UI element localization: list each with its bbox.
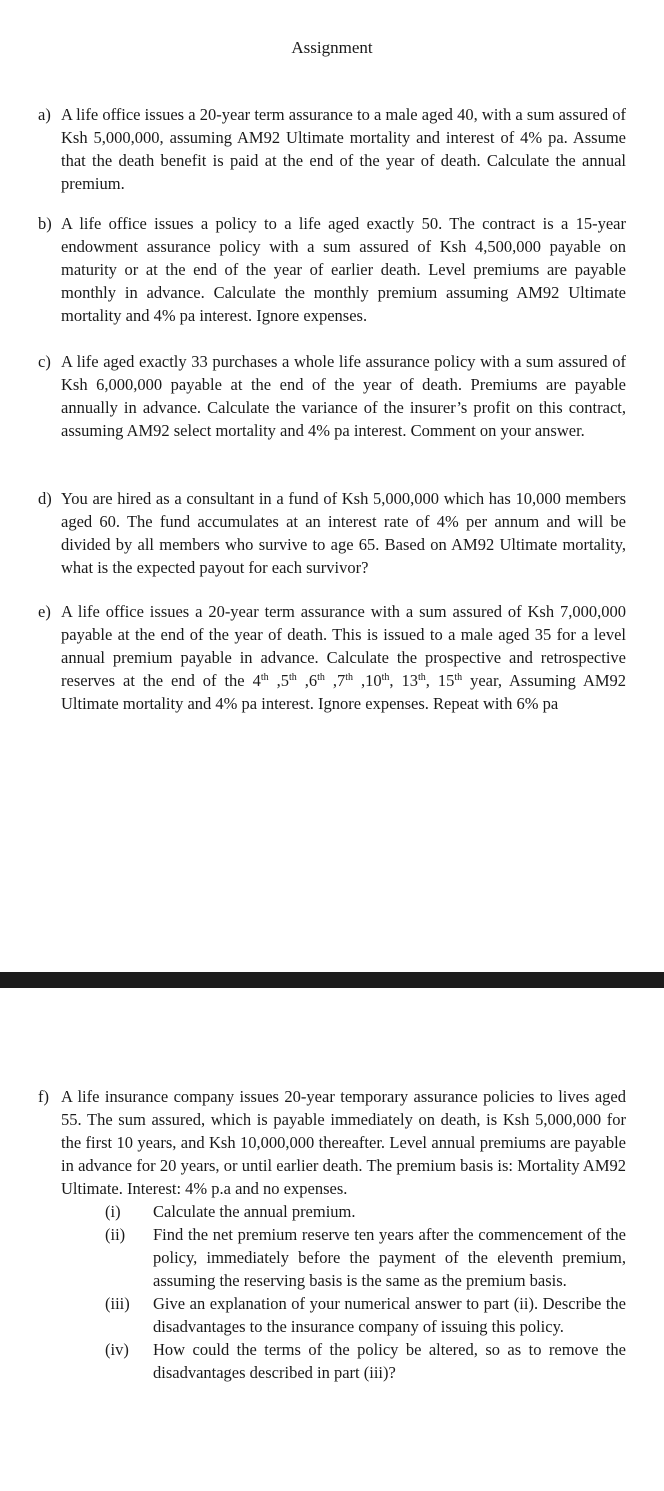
- question-label: d): [38, 489, 52, 508]
- subquestion-text: Give an explanation of your numerical answer to part (ii). Describe the disadvantages to the insurance company of issuing this policy.: [153, 1294, 626, 1336]
- page-divider: [0, 972, 664, 988]
- question-b: [38, 212, 626, 327]
- question-c: [38, 350, 626, 442]
- year-5: 5th ,: [280, 671, 309, 690]
- subquestion-text: Find the net premium reserve ten years after the commencement of the policy, immediately before the payment of the eleventh premium, assuming the reserving basis is the same as the premium basis.: [153, 1225, 626, 1290]
- question-label: a): [38, 105, 51, 124]
- page-title: Assignment: [291, 38, 373, 57]
- question-label: e): [38, 602, 51, 621]
- question-e: [38, 600, 626, 715]
- subquestion-list: [61, 1200, 626, 1384]
- question-text: A life aged exactly 33 purchases a whole life assurance policy with a sum assured of Ksh 6,000,000 payable at the end of the year of death. Premiums are payable annually in advance. Calculate the variance of the insurer’s profit on this contract, assuming AM92 select mortality and 4% pa interest. Comment on your answer.: [61, 352, 626, 440]
- question-label: c): [38, 352, 51, 371]
- year-13: 13th,: [401, 671, 438, 690]
- subquestion-label: (iv): [105, 1340, 129, 1359]
- question-a: [38, 103, 626, 195]
- year-6: 6th ,: [308, 671, 337, 690]
- subquestion-text: Calculate the annual premium.: [153, 1202, 356, 1221]
- question-text-end: year, Assuming AM92 Ultimate mortality and 4% pa interest. Ignore expenses. Repeat with 6% pa: [61, 671, 627, 713]
- question-f: [38, 1085, 626, 1384]
- question-text: A life insurance company issues 20-year temporary assurance policies to lives aged 55. The sum assured, which is payable immediately on death, is Ksh 5,000,000 for the first 10 years, and Ksh 10,000,000 thereafter. Level annual premiums are payable in advance for 20 years, or until earlier death. The premium basis is: Mortality AM92 Ultimate. Interest: 4% p.a and no expenses.: [61, 1087, 626, 1198]
- question-label: f): [38, 1087, 49, 1106]
- year-7: 7th ,: [336, 671, 366, 690]
- question-text: A life office issues a policy to a life aged exactly 50. The contract is a 15-year endowment assurance policy with a sum assured of Ksh 4,500,000 payable on maturity or at the end of the year of earlier death. Level premiums are payable monthly in advance. Calculate the monthly premium assuming AM92 Ultimate mortality and 4% pa interest. Ignore expenses.: [61, 214, 626, 325]
- question-text: [61, 600, 626, 715]
- question-text: You are hired as a consultant in a fund of Ksh 5,000,000 which has 10,000 members aged 60. The fund accumulates at an interest rate of 4% per annum and will be divided by all members who survive to age 65. Based on AM92 Ultimate mortality, what is the expected payout for each survivor?: [61, 489, 626, 577]
- subquestion-iii: [61, 1292, 626, 1338]
- subquestion-label: (iii): [105, 1294, 130, 1313]
- subquestion-ii: [61, 1223, 626, 1292]
- year-10: 10th,: [365, 671, 402, 690]
- question-text: A life office issues a 20-year term assurance to a male aged 40, with a sum assured of Ksh 5,000,000, assuming AM92 Ultimate mortality and interest of 4% pa. Assume that the death benefit is paid at the end of the year of death. Calculate the annual premium.: [61, 105, 626, 193]
- year-15: 15th: [437, 671, 463, 690]
- subquestion-label: (i): [105, 1202, 121, 1221]
- question-d: [38, 487, 626, 579]
- subquestion-label: (ii): [105, 1225, 126, 1244]
- subquestion-text: How could the terms of the policy be altered, so as to remove the disadvantages described in part (iii)?: [153, 1340, 626, 1382]
- page-bottom: [0, 988, 664, 1491]
- subquestion-iv: [61, 1338, 626, 1384]
- question-label: b): [38, 214, 52, 233]
- year-4: 4th ,: [252, 671, 281, 690]
- question-text-start: A life office issues a 20-year term assurance with a sum assured of Ksh 7,000,000 payable at the end of the year of death. This is issued to a male aged 35 for a level annual premium payable in advance. Calculate the prospective and retrospective reserves at the end of the: [61, 602, 626, 690]
- subquestion-i: [61, 1200, 626, 1223]
